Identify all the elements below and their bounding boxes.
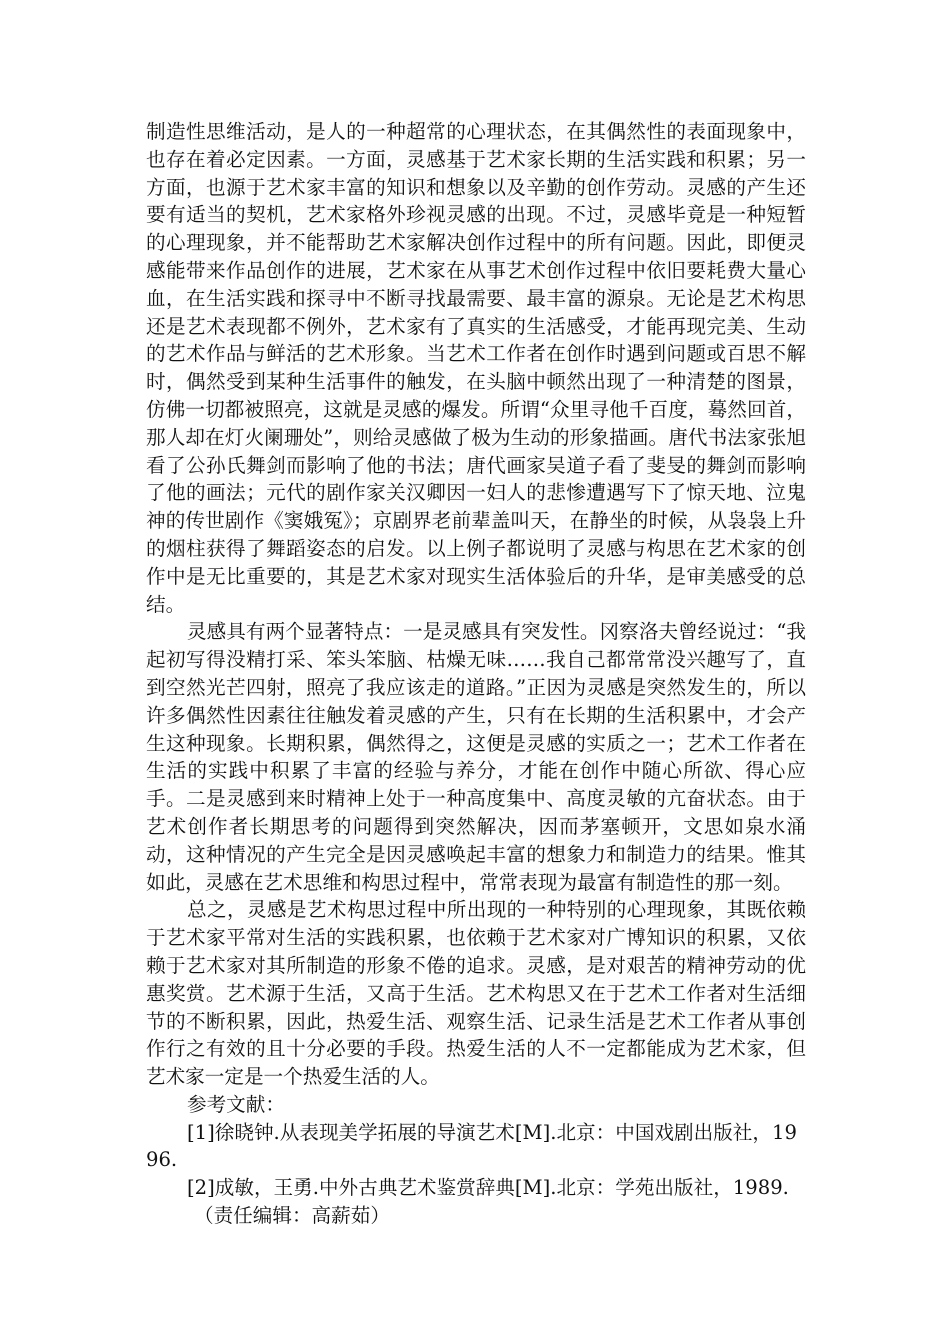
body-paragraph: 灵感具有两个显著特点：一是灵感具有突发性。冈察洛夫曾经说过：“我起初写得没精打采、笨头笨脑、枯燥无味……我自己都常常没兴趣写了，直到空然光芒四射，照亮了我应该走的道路。”正因为灵感是突然发生的，所以许多偶然性因素往往触发着灵感的产生，只有在长期的生活积累中，才会产生这种现象。长期积累，偶然得之，这便是灵感的实质之一；艺术工作者在生活的实践中积累了丰富的经验与养分，才能在创作中随心所欲、得心应手。二是灵感到来时精神上处于一种高度集中、高度灵敏的亢奋状态。由于艺术创作者长期思考的问题得到突然解决，因而茅塞顿开，文思如泉水涌动，这种情况的产生完全是因灵感唤起丰富的想象力和制造力的结果。惟其如此，灵感在艺术思维和构思过程中，常常表现为最富有制造性的那一刻。 [146,620,806,894]
reference-item: [1]徐晓钟.从表现美学拓展的导演艺术[M].北京：中国戏剧出版社，1996. [146,1120,797,1172]
body-paragraph: 制造性思维活动，是人的一种超常的心理状态，在其偶然性的表面现象中，也存在着必定因素。一方面，灵感基于艺术家长期的生活实践和积累；另一方面，也源于艺术家丰富的知识和想象以及辛勤的创作劳动。灵感的产生还要有适当的契机，艺术家格外珍视灵感的出现。不过，灵感毕竟是一种短暂的心理现象，并不能帮助艺术家解决创作过程中的所有问题。因此，即便灵感能带来作品创作的进展，艺术家在从事艺术创作过程中依旧要耗费大量心血，在生活实践和探寻中不断寻找最需要、最丰富的源泉。无论是艺术构思还是艺术表现都不例外，艺术家有了真实的生活感受，才能再现完美、生动的艺术作品与鲜活的艺术形象。当艺术工作者在创作时遇到问题或百思不解时，偶然受到某种生活事件的触发，在头脑中顿然出现了一种清楚的图景，仿佛一切都被照亮，这就是灵感的爆发。所谓“众里寻他千百度，蓦然回首，那人却在灯火阑珊处”，则给灵感做了极为生动的形象描画。唐代书法家张旭看了公孙氏舞剑而影响了他的书法；唐代画家吴道子看了斐旻的舞剑而影响了他的画法；元代的剧作家关汉卿因一妇人的悲惨遭遇写下了惊天地、泣鬼神的传世剧作《窦娥冤》；京剧界老前辈盖叫天，在静坐的时候，从袅袅上升的烟柱获得了舞蹈姿态的启发。以上例子都说明了灵感与构思在艺术家的创作中是无比重要的，其是艺术家对现实生活体验后的升华，是审美感受的总结。 [146,120,806,616]
body-paragraph: 总之，灵感是艺术构思过程中所出现的一种特别的心理现象，其既依赖于艺术家平常对生活的实践积累，也依赖于艺术家对广博知识的积累，又依赖于艺术家对其所制造的形象不倦的追求。灵感，是对艰苦的精神劳动的优惠奖赏。艺术源于生活，又高于生活。艺术构思又在于艺术工作者对生活细节的不断积累，因此，热爱生活、观察生活、记录生活是艺术工作者从事创作行之有效的且十分必要的手段。热爱生活的人不一定都能成为艺术家，但艺术家一定是一个热爱生活的人。 [146,898,806,1089]
editor-note: （责任编辑：高薪茹） [194,1204,390,1228]
reference-item: [2]成敏，王勇.中外古典艺术鉴赏辞典[M].北京：学苑出版社，1989. [187,1176,789,1200]
article-body [146,118,806,1230]
references-heading: 参考文献： [187,1092,285,1116]
